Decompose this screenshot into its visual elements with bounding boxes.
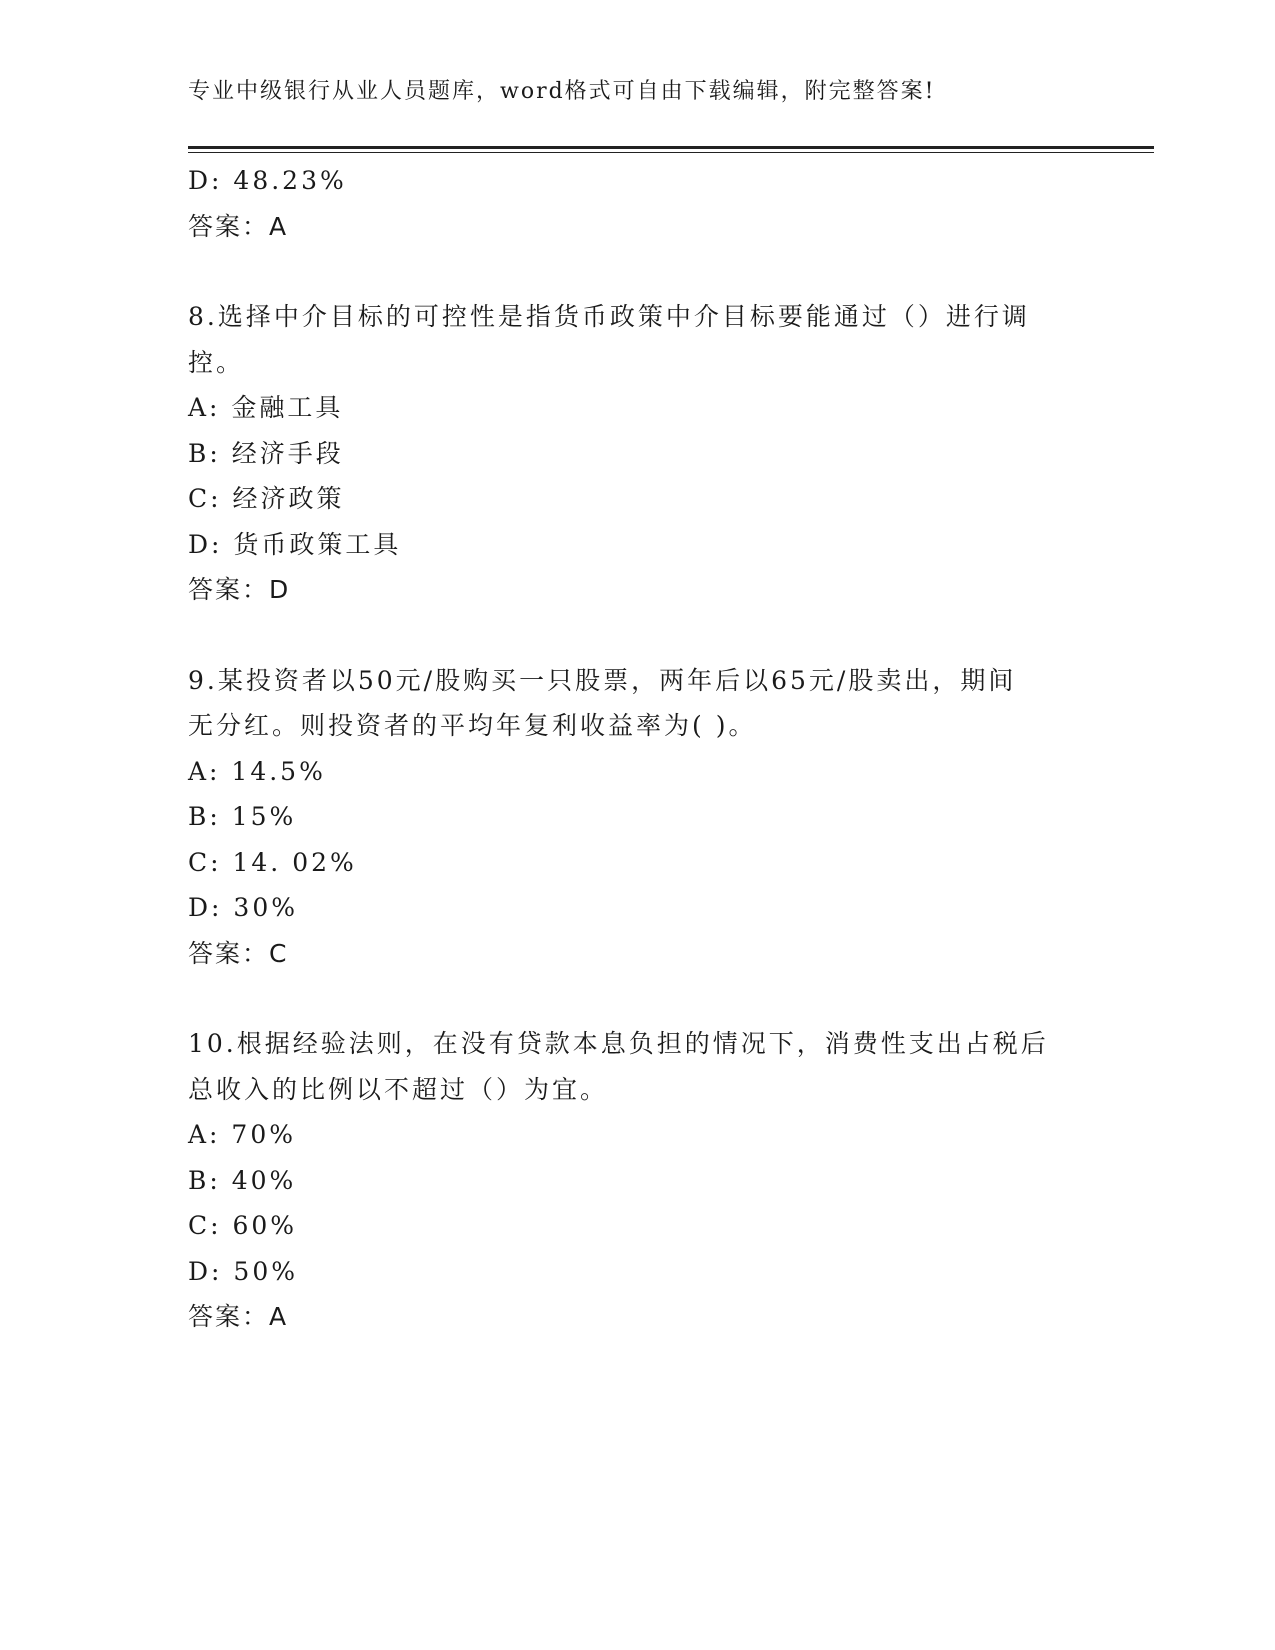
question-stem: 8.选择中介目标的可控性是指货币政策中介目标要能通过（）进行调: [188, 302, 1030, 331]
option-d: D: 50%: [188, 1256, 298, 1286]
answer: 答案：D: [188, 575, 291, 604]
question-stem-continued: 总收入的比例以不超过（）为宜。: [188, 1074, 609, 1104]
question-stem: 10.根据经验法则，在没有贷款本息负担的情况下，消费性支出占税后: [188, 1029, 1049, 1058]
spacer: [188, 613, 1088, 658]
option-b: B: 经济手段: [188, 438, 344, 468]
prev-option-d: D: 48.23%: [188, 166, 347, 195]
option-c: C: 14. 02%: [188, 847, 357, 877]
question-9: [188, 658, 1088, 977]
question-stem-continued: 无分红。则投资者的平均年复利收益率为( )。: [188, 711, 757, 740]
answer: 答案：A: [188, 1302, 289, 1331]
option-d: D: 货币政策工具: [188, 529, 402, 559]
question-stem: 9.某投资者以50元/股购买一只股票，两年后以65元/股卖出，期间: [188, 665, 1017, 695]
question-stem-continued: 控。: [188, 347, 245, 377]
option-b: B: 40%: [188, 1165, 297, 1195]
header-rule-thick: [188, 146, 1154, 149]
option-a: A: 14.5%: [188, 756, 326, 786]
question-10: [188, 1021, 1088, 1340]
page-header: 专业中级银行从业人员题库，word格式可自由下载编辑，附完整答案!: [188, 79, 936, 104]
option-a: A: 70%: [188, 1120, 296, 1149]
option-b: B: 15%: [188, 802, 297, 831]
question-8: [188, 294, 1088, 613]
answer: 答案：C: [188, 938, 289, 968]
spacer: [188, 976, 1088, 1021]
option-c: C: 经济政策: [188, 484, 345, 513]
option-d: D: 30%: [188, 893, 298, 922]
spacer: [188, 249, 1088, 294]
option-a: A: 金融工具: [188, 393, 344, 422]
prev-answer: 答案：A: [188, 211, 289, 241]
header-rule-thin: [188, 152, 1154, 153]
question-content: [188, 158, 1088, 1340]
option-c: C: 60%: [188, 1211, 298, 1240]
